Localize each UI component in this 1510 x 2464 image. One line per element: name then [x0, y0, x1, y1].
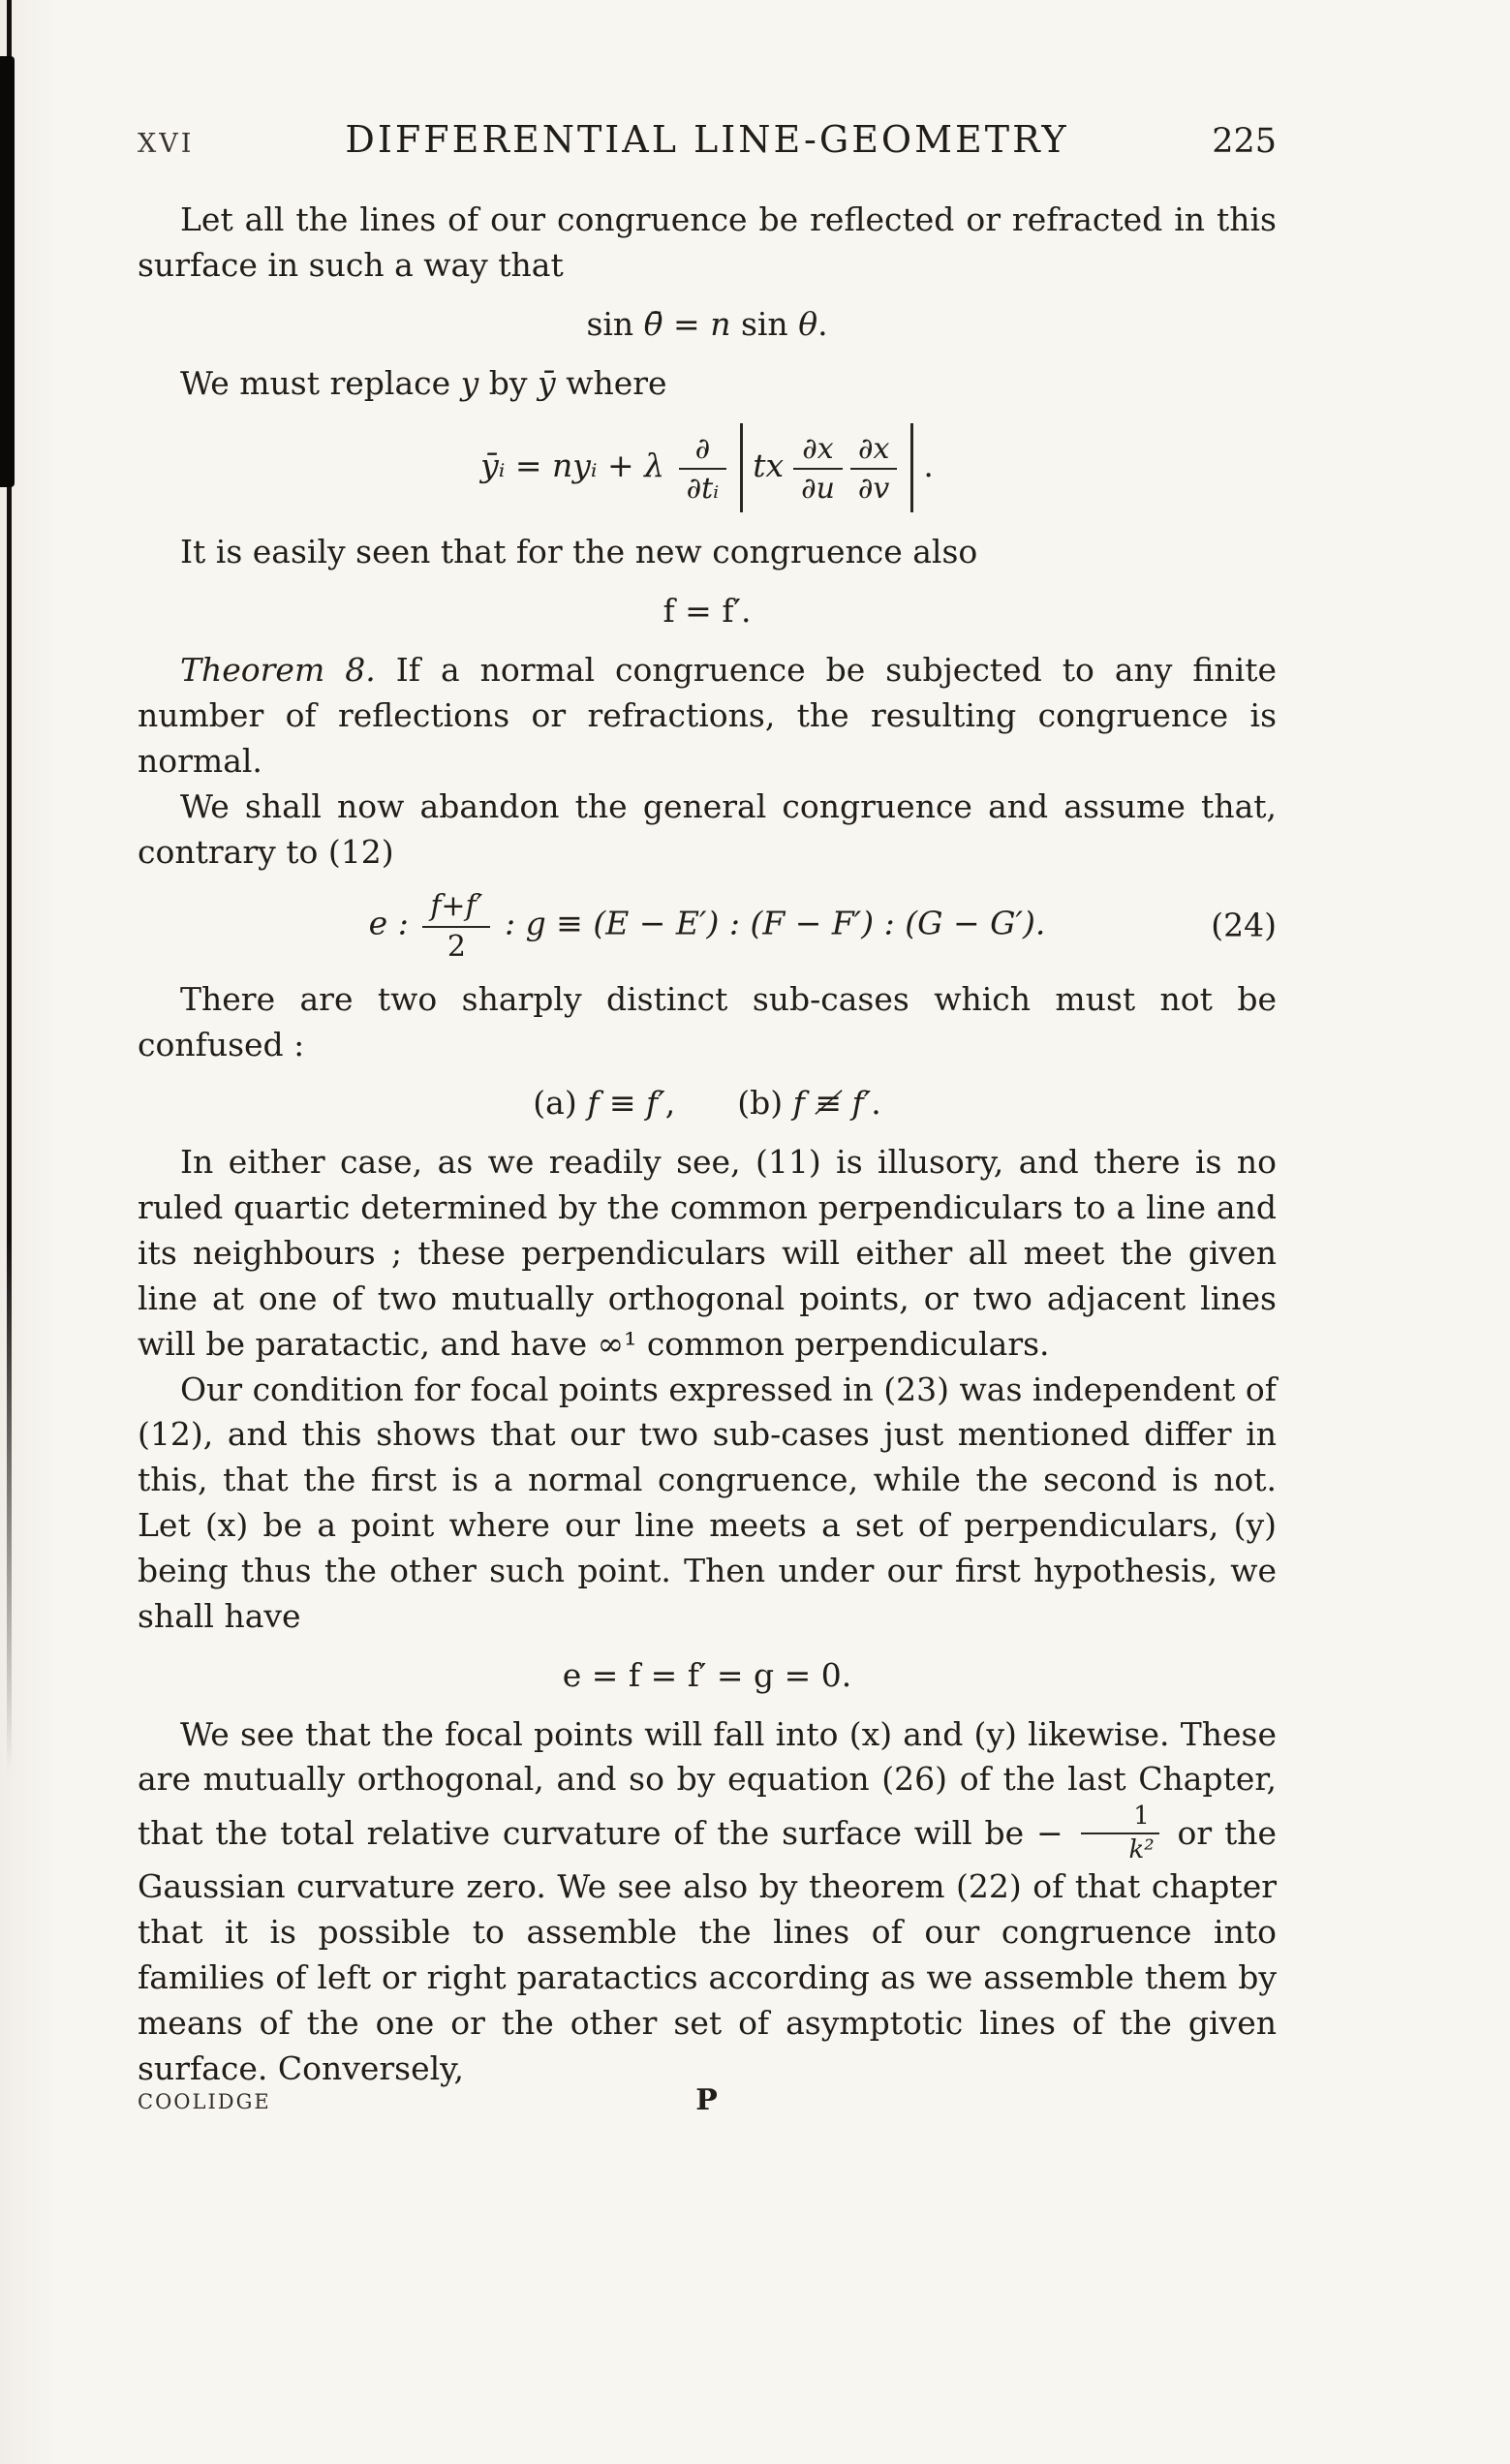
paragraph-reflect: Let all the lines of our congruence be reflected or refracted in this surface in such a way that	[138, 200, 1277, 284]
math-fragment: ȳᵢ = nyᵢ + λ	[480, 447, 675, 485]
text-fragment: where	[555, 363, 667, 402]
equation-ybar	[138, 423, 1277, 512]
math-fragment: tx	[753, 447, 785, 485]
fraction-denominator: 2	[447, 930, 466, 965]
running-title: DIFFERENTIAL LINE-GEOMETRY	[345, 118, 1069, 161]
math-fragment: : g ≡ (E − E′) : (F − F′) : (G − G′).	[494, 905, 1046, 943]
vertical-bar	[910, 423, 913, 512]
equation-24	[138, 888, 1277, 963]
math-fragment: =	[663, 304, 711, 343]
fraction	[850, 431, 897, 506]
math-fragment: .	[817, 304, 828, 343]
text-fragment: We see that the focal points will fall into (x) and (y) likewise. These are mutually orthogonal, and so by equation (26) of the last Chapter, that the total relative curvature of the surface will be −	[138, 1714, 1277, 1853]
theorem-label: Theorem 8.	[180, 651, 376, 690]
fraction-numerator: ∂x	[850, 431, 897, 471]
text-fragment: We must replace	[180, 363, 461, 402]
footer-signature-mark: P	[695, 2083, 719, 2117]
footer-author: COOLIDGE	[138, 2090, 271, 2113]
paragraph-replace	[138, 361, 1277, 407]
equation-snell-law	[138, 302, 1277, 348]
math-fragment: f ≡ f′	[587, 1084, 665, 1123]
paragraph-either-case: In either case, as we readily see, (11) is illusory, and there is no ruled quartic determined by the common perpendiculars to a line and its neighbours ; these perpendiculars will either all meet the given line at one of two mutually orthogonal points, or two adjacent lines will be paratactic, and have ∞¹ common perpendiculars.	[138, 1143, 1277, 1363]
math-fragment: f ≢ f′	[792, 1084, 872, 1123]
page-header	[138, 118, 1277, 161]
paragraph-abandon: We shall now abandon the general congruence and assume that, contrary to (12)	[138, 786, 1277, 871]
text-fragment: or the Gaussian curvature zero. We see also by theorem (22) of that chapter that it is possible to assemble the lines of our congruence into families of left or right paratactics according as we assemble them by means of the one or the other set of asymptotic lines of the given surface. Conversely,	[138, 1814, 1277, 2087]
math-fragment: y	[460, 363, 479, 402]
vertical-bar	[740, 423, 743, 512]
math-fragment: (b)	[737, 1084, 793, 1123]
fraction-denominator: ∂u	[801, 472, 835, 507]
page-number: 225	[1212, 122, 1277, 161]
paragraph-condition: Our condition for focal points expressed in (23) was independent of (12), and this shows that our two sub-cases just mentioned differ in this, that the first is a normal congruence, while the second is not. Let (x) be a point where our line meets a set of perpendiculars, (y) being thus the other such point. Then under our first hypothesis, we shall have	[138, 1370, 1277, 1635]
math-fragment: .	[923, 447, 934, 485]
inline-fraction	[1081, 1802, 1158, 1864]
equation-f-equals-fprime: f = f′.	[663, 592, 752, 631]
math-fragment: ȳ	[538, 363, 556, 402]
paragraph-subcases: There are two sharply distinct sub-cases which must not be confused :	[138, 979, 1277, 1063]
paragraph-focal-points	[138, 1712, 1277, 2092]
math-fragment: sin	[730, 304, 799, 343]
fraction-numerator: f+f′	[422, 888, 490, 928]
fraction	[679, 431, 727, 506]
math-fragment: e :	[368, 905, 419, 943]
text-fragment: by	[478, 363, 539, 402]
theorem-text: If a normal congruence be subjected to any finite number of reflections or refractions, the resulting congruence is normal.	[138, 651, 1278, 780]
math-fragment: .	[871, 1084, 881, 1123]
math-fragment: θ	[798, 304, 818, 343]
theorem-paragraph	[138, 648, 1277, 785]
equation-efg-zero: e = f = f′ = g = 0.	[562, 1655, 852, 1694]
fraction-denominator: k²	[1128, 1835, 1155, 1865]
chapter-number: XVI	[138, 129, 195, 159]
page-footer	[138, 2075, 1277, 2117]
fraction	[422, 888, 490, 963]
equation-subcase-list	[138, 1081, 1277, 1126]
equation-number: (24)	[1211, 906, 1277, 944]
math-fragment: (a)	[533, 1084, 588, 1123]
math-fragment: n	[710, 304, 731, 343]
fraction-numerator: ∂x	[793, 431, 843, 471]
scan-artifact-edge-mark	[0, 56, 15, 487]
paragraph-new-congruence: It is easily seen that for the new congruence also	[180, 533, 978, 571]
fraction	[793, 431, 843, 506]
math-fragment: ,	[664, 1084, 676, 1123]
page-content	[138, 198, 1277, 2092]
math-fragment: θ̄	[643, 304, 663, 343]
fraction-numerator: 1	[1081, 1802, 1158, 1834]
fraction-denominator: ∂tᵢ	[686, 472, 720, 507]
fraction-numerator: ∂	[679, 431, 727, 471]
math-fragment: sin	[586, 304, 644, 343]
fraction-denominator: ∂v	[857, 472, 890, 507]
